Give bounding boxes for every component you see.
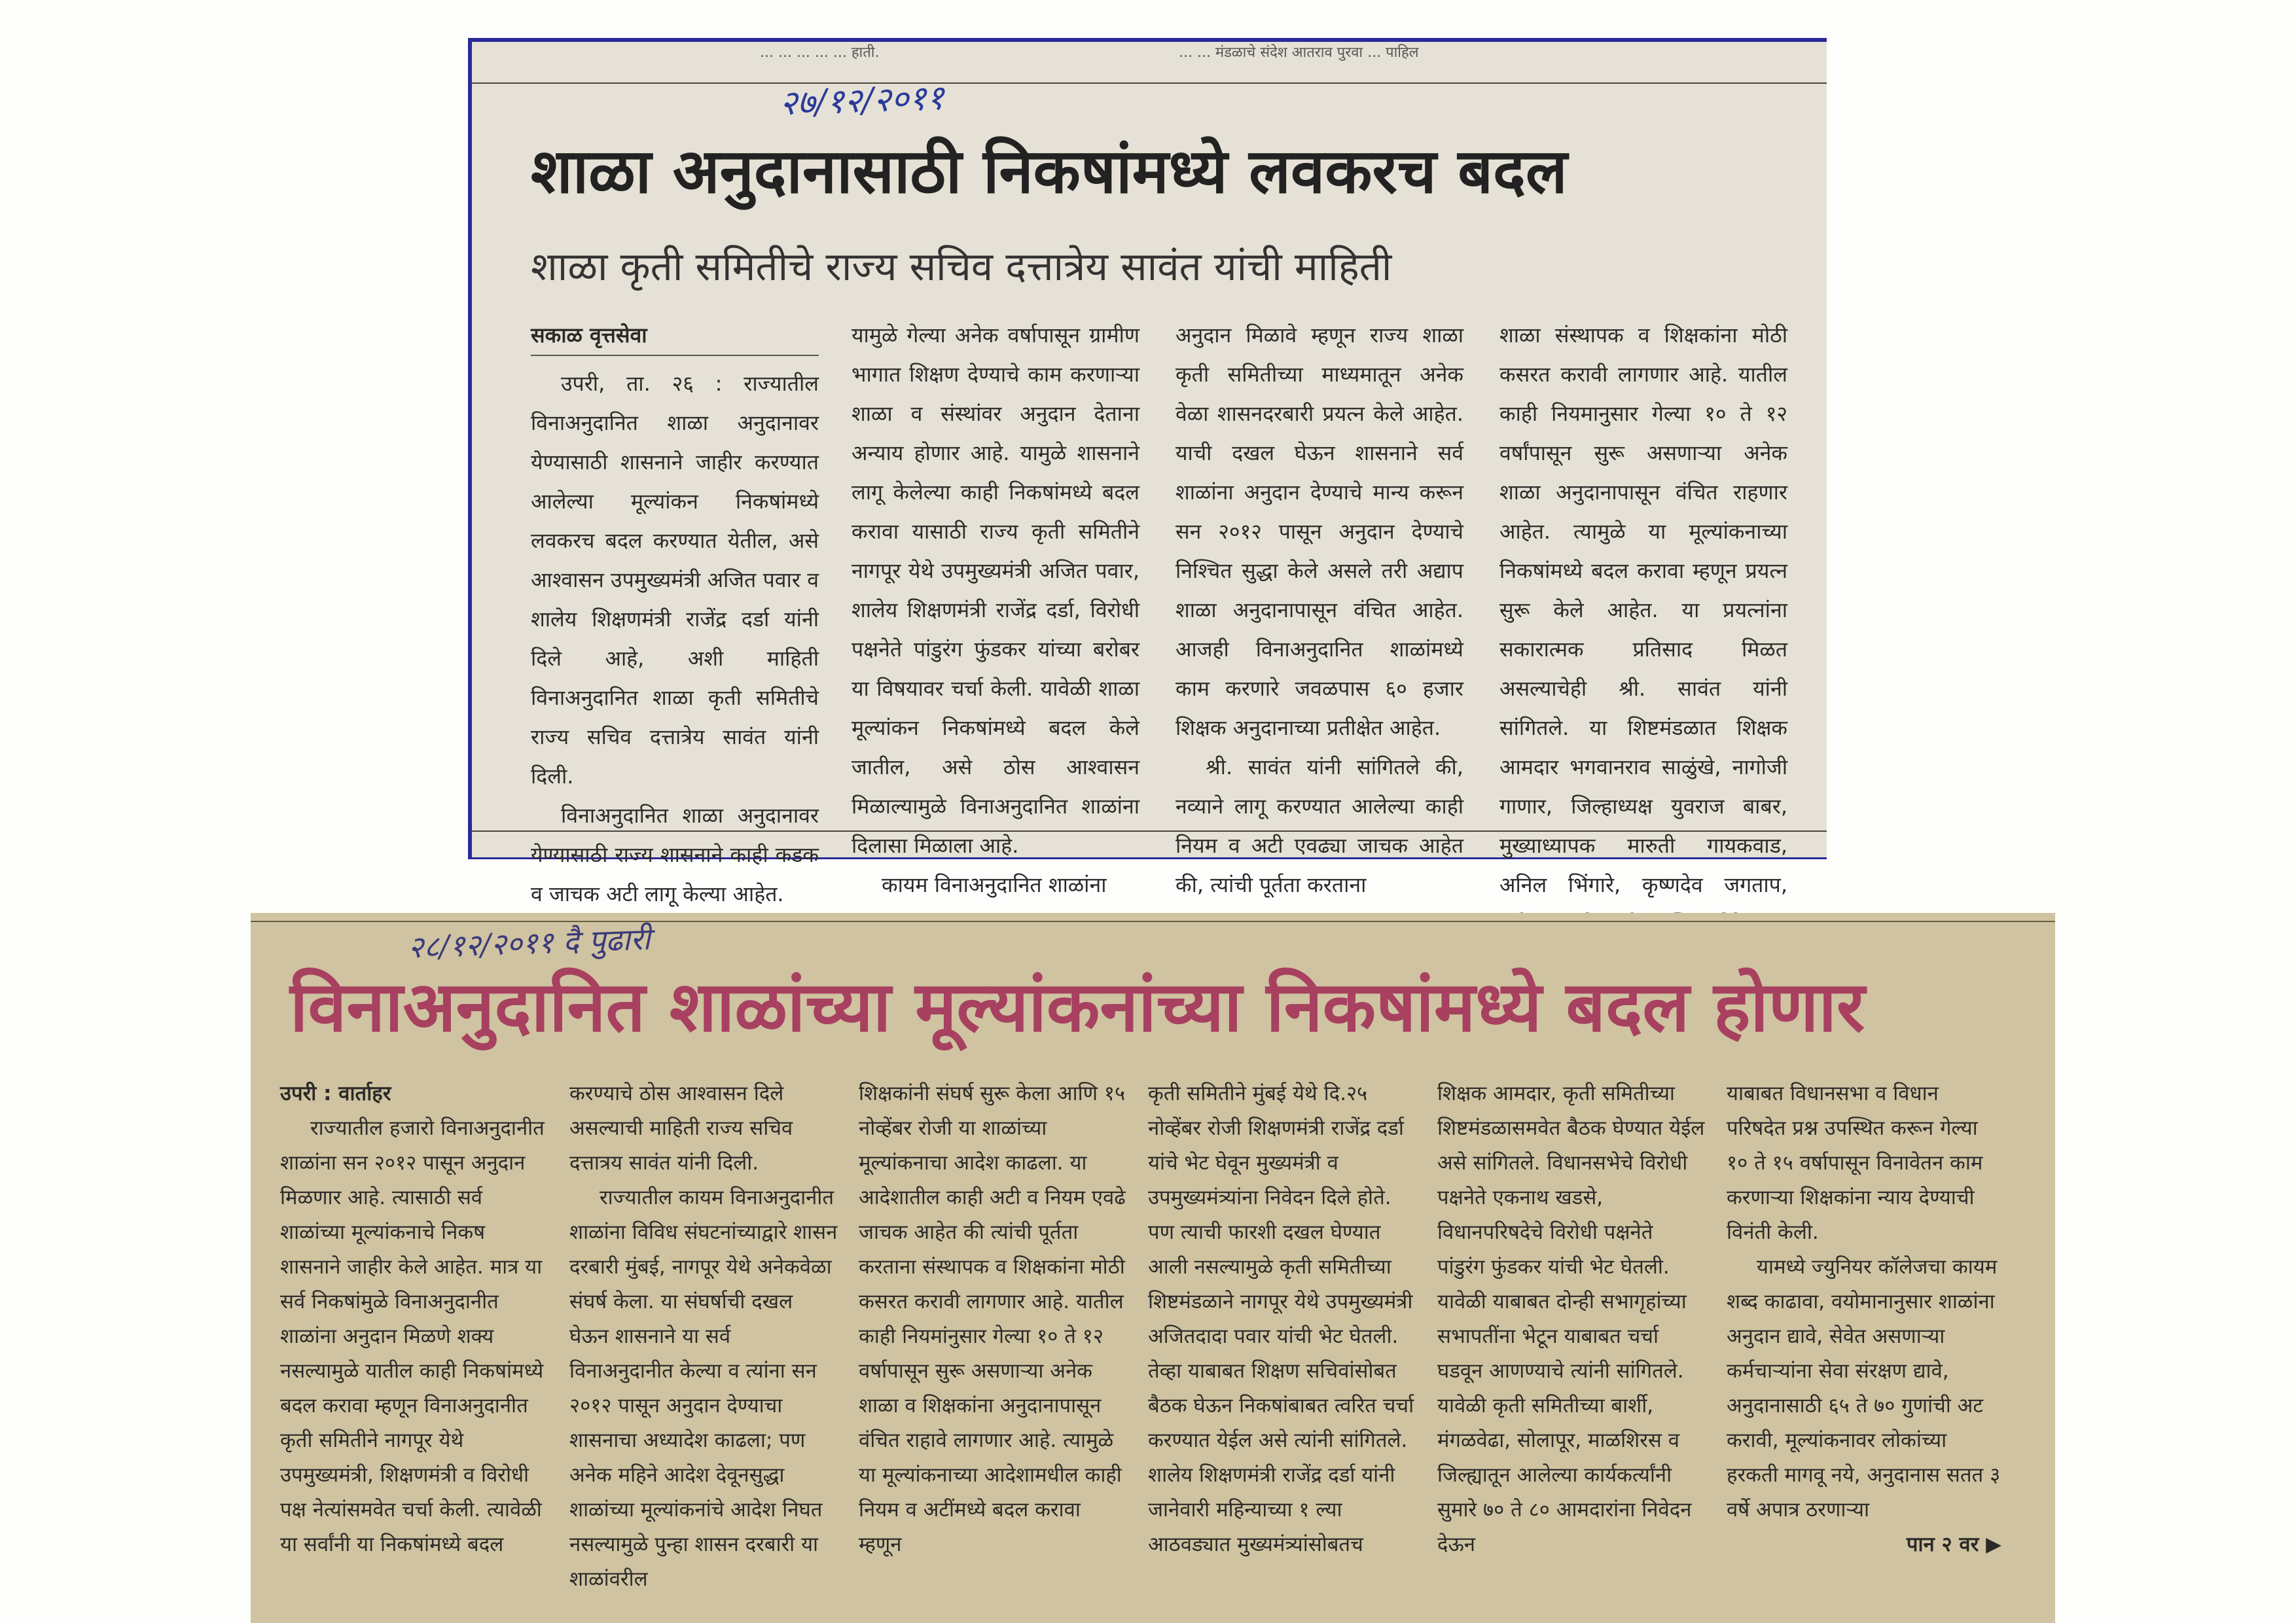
paragraph: यामुळे गेल्या अनेक वर्षापासून ग्रामीण भागात शिक्षण देण्याचे काम करणाऱ्या शाळा व संस्थांवर अनुदान देताना अन्याय होणार आहे. यामुळे शासनाने लागू केलेल्या काही निकषांमध्ये बदल करावा यासाठी राज्य कृती समितीने नागपूर येथे उपमुख्यमंत्री अजित पवार, शालेय शिक्षणमंत्री राजेंद्र दर्डा, विरोधी पक्षनेते पांडुरंग फुंडकर यांच्या बरोबर या विषयावर चर्चा केली. यावेळी शाळा मूल्यांकन निकषांमध्ये बदल केले जातील, असे ठोस आश्वासन मिळाल्यामुळे विनाअनुदानित शाळांना दिलासा मिळाला आहे. bbox=[852, 323, 1139, 858]
paragraph: कायम विनाअनुदानित शाळांना bbox=[882, 872, 1107, 897]
divider bbox=[472, 830, 1827, 832]
byline: सकाळ वृत्तसेवा bbox=[531, 315, 819, 356]
article-column-4 bbox=[1499, 315, 1787, 897]
headline: शाळा अनुदानासाठी निकषांमध्ये लवकरच बदल bbox=[531, 136, 1568, 207]
paragraph: कृती समितीने मुंबई येथे दि.२५ नोव्हेंबर रोजी शिक्षणमंत्री राजेंद्र दर्डा यांचे भेट घेवून मुख्यमंत्री व उपमुख्यमंत्र्यांना निवेदन दिले होते. पण त्याची फारशी दखल घेण्यात आली नसल्यामुळे कृती समितीच्या शिष्टमंडळाने नागपूर येथे उपमुख्यमंत्री अजितदादा पवार यांची भेट घेतली. तेव्हा याबाबत शिक्षण सचिवांसोबत बैठक घेऊन निकषांबाबत त्वरित चर्चा करण्यात येईल असे त्यांनी सांगितले. शालेय शिक्षणमंत्री राजेंद्र दर्डा यांनी जानेवारी महिन्याच्या १ ल्या आठवड्यात मुख्यमंत्र्यांसोबतच bbox=[1148, 1082, 1414, 1556]
handwritten-date: २७/१२/२०११ bbox=[779, 78, 945, 124]
byline: उपरी : वार्ताहर bbox=[280, 1082, 391, 1105]
article-column-2 bbox=[852, 315, 1139, 897]
top-fragment-text: ... ... मंडळाचे संदेश आतराव पुरवा ... पाहिल bbox=[1179, 45, 1419, 61]
paragraph: याबाबत विधानसभा व विधान परिषदेत प्रश्न उपस्थित करून गेल्या १० ते १५ वर्षापासून विनावेतन काम करणाऱ्या शिक्षकांना न्याय देण्याची विनंती केली. bbox=[1727, 1082, 1983, 1244]
paragraph: श्री. सावंत यांनी सांगितले की, नव्याने लागू करण्यात आलेल्या काही नियम व अटी एवढ्या जाचक आहेत की, त्यांची पूर्तता करताना bbox=[1175, 755, 1463, 897]
paragraph: यामध्ये ज्युनियर कॉलेजचा कायम शब्द काढावा, वयोमानानुसार शाळांना अनुदान द्यावे, सेवेत असणाऱ्या कर्मचाऱ्यांना सेवा संरक्षण द्यावे, अनुदानासाठी ६५ ते ७० गुणांची अट करावी, मूल्यांकनावर लोकांच्या हरकती मागवू नये, अनुदानास सतत ३ वर्षे अपात्र ठरणाऱ्या bbox=[1727, 1255, 2001, 1522]
article-column-1 bbox=[531, 315, 819, 906]
paragraph: अनुदान मिळावे म्हणून राज्य शाळा कृती समितीच्या माध्यमातून अनेक वेळा शासनदरबारी प्रयत्न केले आहेत. याची दखल घेऊन शासनाने सर्व शाळांना अनुदान देण्याचे मान्य करून सन २०१२ पासून अनुदान देण्याचे निश्चित सुद्धा केले असले तरी अद्याप शाळा अनुदानापासून वंचित आहेत. आजही विनाअनुदानित शाळांमध्ये काम करणारे जवळपास ६० हजार शिक्षक अनुदानाच्या प्रतीक्षेत आहेत. bbox=[1175, 323, 1463, 740]
headline: विनाअनुदानित शाळांच्या मूल्यांकनांच्या निकषांमध्ये बदल होणार bbox=[290, 967, 1865, 1047]
newspaper-clipping-sakal bbox=[468, 38, 1827, 906]
paragraph: विनाअनुदानित शाळा अनुदानावर येण्यासाठी राज्य शासनाने काही कडक व जाचक अटी लागू केल्या आहेत. bbox=[531, 803, 819, 906]
article-column-3 bbox=[1175, 315, 1463, 897]
subheadline: शाळा कृती समितीचे राज्य सचिव दत्तात्रेय सावंत यांची माहिती bbox=[531, 244, 1392, 290]
article-column-5 bbox=[1437, 1077, 1706, 1623]
handwritten-date: २८/१२/२०११ दै पुढारी bbox=[407, 921, 651, 965]
divider bbox=[472, 82, 1827, 84]
article-column-4 bbox=[1148, 1077, 1416, 1623]
top-fragment-text: ... ... ... ... ... हाती. bbox=[760, 45, 880, 61]
paragraph: शिक्षकांनी संघर्ष सुरू केला आणि १५ नोव्हेंबर रोजी या शाळांच्या मूल्यांकनाचा आदेश काढला. या आदेशातील काही अटी व नियम एवढे जाचक आहेत की त्यांची पूर्तता करताना संस्थापक व शिक्षकांना मोठी कसरत करावी लागणार आहे. यातील काही नियमांनुसार गेल्या १० ते १२ वर्षापासून सुरू असणाऱ्या अनेक शाळा व शिक्षकांना अनुदानापासून वंचित राहावे लागणार आहे. त्यामुळे या मूल्यांकनाच्या आदेशामधील काही नियम व अटींमध्ये बदल करावा म्हणून bbox=[859, 1082, 1126, 1556]
article-column-6 bbox=[1727, 1077, 2001, 1623]
paragraph: उपरी, ता. २६ : राज्यातील विनाअनुदानित शाळा अनुदानावर येण्यासाठी शासनाने जाहीर करण्यात आलेल्या मूल्यांकन निकषांमध्ये लवकरच बदल करण्यात येतील, असे आश्वासन उपमुख्यमंत्री अजित पवार व शालेय शिक्षणमंत्री राजेंद्र दर्डा यांनी दिले आहे, अशी माहिती विनाअनुदानित शाळा कृती समितीचे राज्य सचिव दत्तात्रेय सावंत यांनी दिली. bbox=[531, 371, 819, 789]
newspaper-clipping-pudhari bbox=[251, 913, 2055, 1623]
paragraph: शिक्षक आमदार, कृती समितीच्या शिष्टमंडळासमवेत बैठक घेण्यात येईल असे सांगितले. विधानसभेचे विरोधी पक्षनेते एकनाथ खडसे, विधानपरिषदेचे विरोधी पक्षनेते पांडुरंग फुंडकर यांची भेट घेतली. यावेळी याबाबत दोन्ही सभागृहांच्या सभापतींना भेटून याबाबत चर्चा घडवून आणण्याचे त्यांनी सांगितले. यावेळी कृती समितीच्या बार्शी, मंगळवेढा, सोलापूर, माळशिरस व जिल्ह्यातून आलेल्या कार्यकर्त्यांनी सुमारे ७० ते ८० आमदारांना निवेदन देऊन bbox=[1437, 1082, 1705, 1556]
paragraph: शाळा संस्थापक व शिक्षकांना मोठी कसरत करावी लागणार आहे. यातील काही नियमानुसार गेल्या १० ते १२ वर्षांपासून सुरू असणाऱ्या अनेक शाळा अनुदानापासून वंचित राहणार आहेत. त्यामुळे या मूल्यांकनाच्या निकषांमध्ये बदल करावा म्हणून प्रयत्न सुरू केले आहेत. या प्रयत्नांना सकारात्मक प्रतिसाद मिळत असल्याचेही श्री. सावंत यांनी सांगितले. या शिष्टमंडळात शिक्षक आमदार भगवानराव साळुंखे, नागोजी गाणार, जिल्हाध्यक्ष युवराज बाबर, मुख्याध्यापक मारुती गायकवाड, अनिल भिंगारे, कृष्णदेव जगताप, bbox=[1499, 323, 1787, 897]
paragraph: राज्यातील कायम विनाअनुदानीत शाळांना विविध संघटनांच्याद्वारे शासन दरबारी मुंबई, नागपूर येथे अनेकवेळा संघर्ष केला. या संघर्षाची दखल घेऊन शासनाने या सर्व विनाअनुदानीत केल्या व त्यांना सन २०१२ पासून अनुदान देण्याचा शासनाचा अध्यादेश काढला; पण अनेक महिने आदेश देवूनसुद्धा शाळांच्या मूल्यांकनांचे आदेश निघत नसल्यामुळे पुन्हा शासन दरबारी या शाळांवरील bbox=[569, 1186, 838, 1591]
paragraph: करण्याचे ठोस आश्वासन दिले असल्याची माहिती राज्य सचिव दत्तात्रय सावंत यांनी दिली. bbox=[569, 1082, 793, 1175]
article-column-2 bbox=[569, 1077, 838, 1623]
continued-marker: पान २ वर ▶ bbox=[1906, 1533, 2001, 1556]
paragraph: राज्यातील हजारो विनाअनुदानीत शाळांना सन २०१२ पासून अनुदान मिळणार आहे. त्यासाठी सर्व शाळांच्या मूल्यांकनाचे निकष शासनाने जाहीर केले आहेत. मात्र या सर्व निकषांमुळे विनाअनुदानीत शाळांना अनुदान मिळणे शक्य नसल्यामुळे यातील काही निकषांमध्ये बदल करावा म्हणून विनाअनुदानीत कृती समितीने नागपूर येथे उपमुख्यमंत्री, शिक्षणमंत्री व विरोधी पक्ष नेत्यांसमवेत चर्चा केली. त्यावेळी या सर्वांनी या निकषांमध्ये बदल bbox=[280, 1116, 545, 1556]
article-column-3 bbox=[859, 1077, 1127, 1623]
article-column-1 bbox=[280, 1077, 548, 1623]
